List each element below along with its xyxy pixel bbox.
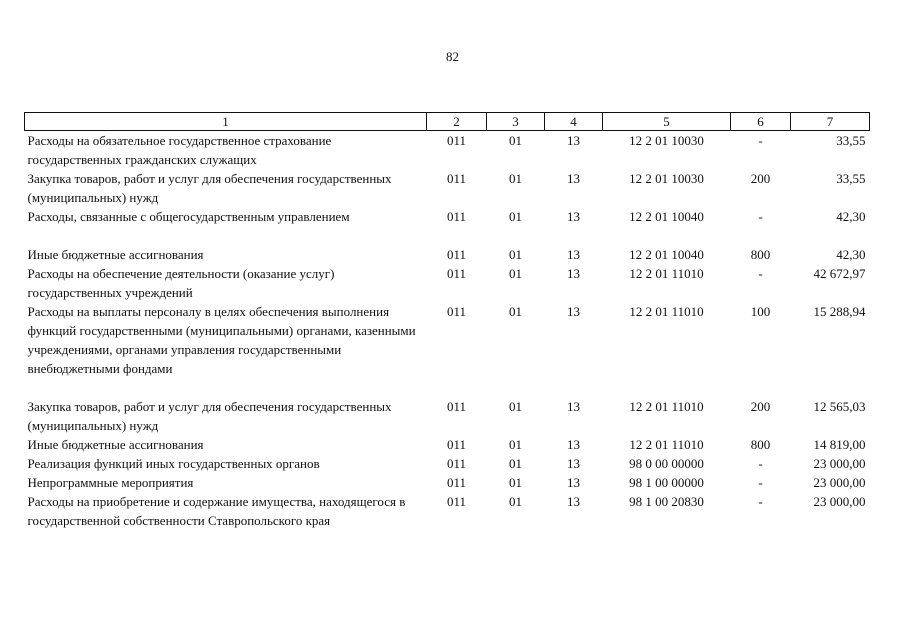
row-name: Расходы, связанные с общегосударственным управлением [27,209,350,224]
table-row [25,264,870,302]
row-code-2: 011 [446,475,467,490]
row-amount: 23 000,00 [813,475,866,490]
row-code-5: 12 2 01 11010 [629,399,704,414]
row-code-6: 100 [750,304,771,319]
row-code-3: 01 [509,209,522,224]
row-code-4: 13 [567,266,580,281]
row-name: Непрограммные мероприятия [27,475,194,490]
row-code-4: 13 [567,304,580,319]
row-name: Расходы на приобретение и содержание имущества, находящегося в государственной собственности Ставропольского края [27,494,406,528]
row-code-5: 12 2 01 10040 [629,209,704,224]
row-code-6: - [758,456,763,471]
row-name: Расходы на обеспечение деятельности (оказание услуг) государственных учреждений [27,266,335,300]
row-spacer [25,226,870,245]
row-amount: 23 000,00 [813,494,866,509]
row-code-2: 011 [446,456,467,471]
header-row [25,113,870,131]
row-amount: 42,30 [836,247,866,262]
row-code-5: 12 2 01 11010 [629,437,704,452]
row-amount: 42 672,97 [813,266,866,281]
table-row [25,302,870,378]
row-code-6: - [758,475,763,490]
row-code-4: 13 [567,209,580,224]
header-col-5: 5 [603,113,731,131]
row-code-3: 01 [509,456,522,471]
table-row [25,397,870,435]
row-code-6: - [758,133,763,148]
row-code-3: 01 [509,266,522,281]
row-code-4: 13 [567,475,580,490]
table-row [25,207,870,226]
row-name: Реализация функций иных государственных органов [27,456,320,471]
row-code-2: 011 [446,209,467,224]
row-name: Расходы на обязательное государственное страхование государственных гражданских служащих [27,133,332,167]
row-code-4: 13 [567,456,580,471]
header-col-2: 2 [427,113,487,131]
row-name: Иные бюджетные ассигнования [27,247,204,262]
row-code-6: - [758,494,763,509]
header-col-1: 1 [25,113,427,131]
row-code-2: 011 [446,266,467,281]
table-row [25,454,870,473]
row-amount: 33,55 [836,133,866,148]
row-code-5: 12 2 01 10030 [629,133,704,148]
row-name: Закупка товаров, работ и услуг для обеспечения государственных (муниципальных) нужд [27,399,392,433]
row-code-5: 98 1 00 20830 [629,494,704,509]
row-code-3: 01 [509,133,522,148]
row-amount: 15 288,94 [813,304,866,319]
header-col-6: 6 [731,113,791,131]
row-code-3: 01 [509,475,522,490]
row-code-2: 011 [446,399,467,414]
table-row [25,435,870,454]
row-code-5: 98 0 00 00000 [629,456,704,471]
row-code-3: 01 [509,247,522,262]
row-amount: 12 565,03 [813,399,866,414]
header-col-3: 3 [487,113,545,131]
row-code-3: 01 [509,437,522,452]
row-amount: 42,30 [836,209,866,224]
row-amount: 14 819,00 [813,437,866,452]
row-code-6: 200 [750,171,771,186]
row-code-4: 13 [567,133,580,148]
row-amount: 33,55 [836,171,866,186]
row-code-6: 200 [750,399,771,414]
row-name: Закупка товаров, работ и услуг для обеспечения государственных (муниципальных) нужд [27,171,392,205]
budget-table [24,112,870,530]
row-code-6: 800 [750,247,771,262]
row-code-2: 011 [446,171,467,186]
row-code-5: 98 1 00 00000 [629,475,704,490]
row-code-2: 011 [446,304,467,319]
row-code-6: - [758,209,763,224]
row-code-4: 13 [567,494,580,509]
row-name: Расходы на выплаты персоналу в целях обеспечения выполнения функций государственными (муниципальными) органами, казенными учреждениями, органами управления государственными внебюджетными фондами [27,304,416,376]
row-code-4: 13 [567,399,580,414]
row-code-5: 12 2 01 10040 [629,247,704,262]
row-code-4: 13 [567,437,580,452]
row-code-2: 011 [446,133,467,148]
row-code-3: 01 [509,304,522,319]
row-code-3: 01 [509,494,522,509]
row-code-5: 12 2 01 11010 [629,266,704,281]
table-row [25,473,870,492]
row-amount: 23 000,00 [813,456,866,471]
row-code-4: 13 [567,247,580,262]
row-code-5: 12 2 01 10030 [629,171,704,186]
row-code-3: 01 [509,171,522,186]
row-code-2: 011 [446,494,467,509]
table-row [25,492,870,530]
row-code-2: 011 [446,247,467,262]
table-row [25,169,870,207]
row-code-5: 12 2 01 11010 [629,304,704,319]
page-number: 82 [446,49,459,64]
row-code-2: 011 [446,437,467,452]
row-code-6: 800 [750,437,771,452]
header-col-4: 4 [545,113,603,131]
table-row [25,245,870,264]
table-row [25,131,870,170]
header-col-7: 7 [791,113,870,131]
row-code-4: 13 [567,171,580,186]
row-name: Иные бюджетные ассигнования [27,437,204,452]
row-code-6: - [758,266,763,281]
row-code-3: 01 [509,399,522,414]
row-spacer [25,378,870,397]
